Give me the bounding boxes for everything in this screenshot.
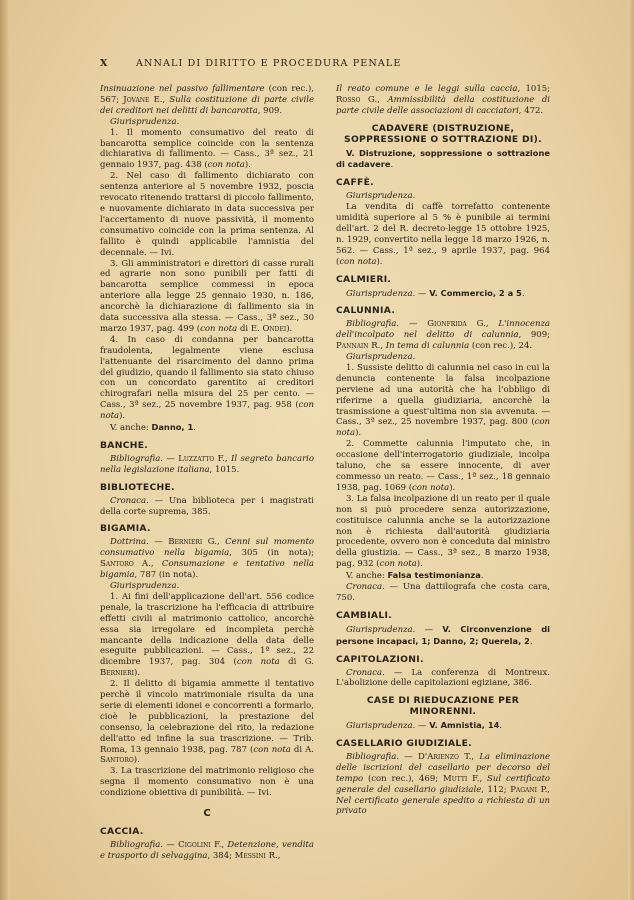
index-entry: La vendita di caffè torrefatto contenente umidità superiore al 5 % è punibile ai termini dell'art. 2 del R. decreto-legge 15 ottobre 1925, n. 1929, convertito nella legge 18 marzo 1926, n. 562. — Cass., 1ª sez., 9 aprile 1937, pag. 964 (con nota). <box>336 202 550 267</box>
section-heading: BANCHE. <box>100 440 149 451</box>
index-entry: Insinuazione nel passivo fallimentare (con rec.), 567; Jovane E., Sulla costituzione di parte civile dei creditori nei delitti di bancarotta, 909. <box>100 84 314 116</box>
index-entry: 1. Ai fini dell'applicazione dell'art. 556 codice penale, la trascrizione ha l'efficacia di attribuire effetti civili al matrimonio cattolico, ancorchè essa sia irregolare ed incompleta perchè mancante della indicazione della data delle eseguite pubblicazioni. — Cass., 1ª sez., 22 dicembre 1937, pag. 304 (con nota di G. Bernieri). <box>100 591 314 679</box>
section-heading: CALMIERI. <box>336 273 392 285</box>
index-entry: Giurisprudenza. — V. Commercio, 2 a 5. <box>346 287 525 299</box>
index-entry: 4. In caso di condanna per bancarotta fraudolenta, legalmente viene esclusa l'attenuante del risarcimento del danno prima del giudizio, quando il fallimento sia stato chiuso con un concordato garentito ai creditori chirografari nella misura del 25 per cento. — Cass., 3ª sez., 25 novembre 1937, pag. 958 (con nota). <box>100 334 314 422</box>
index-entry: 1. Il momento consumativo del reato di bancarotta semplice coincide con la sentenza dichiarativa di fallimento. — Cass., 3ª sez., 21 gennaio 1937, pag. 438 (con nota). <box>100 127 314 171</box>
page-header <box>100 58 550 72</box>
section-heading: CACCIA. <box>100 826 144 837</box>
index-entry: V. anche: Danno, 1. <box>110 422 196 434</box>
index-entry: Dottrina. — Bernieri G., Cenni sul momento consumativo nella bigamia, 305 (in nota); Santoro A., Consumazione e tentativo nella bigamia, 787 (in nota). <box>100 537 315 581</box>
index-entry: V. anche: Falsa testimonianza. <box>346 570 484 582</box>
running-title: ANNALI DI DIRITTO E PROCEDURA PENALE <box>136 58 402 69</box>
index-entry: 2. Il delitto di bigamia ammette il tentativo perchè il vincolo matrimoniale risulta da una serie di elementi idonei e concorrenti a formarlo, cioè le pubblicazioni, la prestazione del consenso, la celebrazione del rito, la redazione dell'atto ed infine la sua trascrizione. — Trib. Roma, 13 gennaio 1938, pag. 787 (con nota di A. Santoro). <box>100 679 314 766</box>
index-entry: Giurisprudenza. <box>346 191 416 202</box>
section-heading: CAPITOLAZIONI. <box>336 653 424 665</box>
left-column <box>100 84 314 862</box>
index-entry: Giurisprudenza. <box>110 580 180 591</box>
index-entry: Giurisprudenza. — V. Amnistia, 14. <box>346 720 503 732</box>
index-entry: 2. Nel caso di fallimento dichiarato con sentenza anteriore al 5 novembre 1932, poscia revocato ritenendo trattarsi di piccolo fallimento, e nuovamente dichiarato in data successiva per l'accertamento di nuove passività, il momento consumativo coincide con la prima sentenza. Al fallito è quindi applicabile l'amnistia del decennale. — Ivi. <box>100 171 314 258</box>
index-entry: 3. Gli amministratori e direttori di casse rurali ed agrarie non sono punibili per fatti di bancarotta semplice commessi in epoca anteriore alla legge 25 gennaio 1930, n. 186, ancorchè la dichiarazione di fallimento sia in data successiva alla stessa. — Cass., 3ª sez., 30 marzo 1937, pag. 499 (con nota di E. Ondei). <box>100 258 314 334</box>
index-entry: Cronaca. — Una dattilografa che costa cara, 750. <box>336 582 550 603</box>
index-entry: Bibliografia. — Gionfrida G., L'innocenza dell'incolpato nel delitto di calunnia, 909; Pannain R., In tema di calunnia (con rec.), 24. <box>336 319 550 352</box>
index-entry: V. Distruzione, soppressione o sottrazione di cadavere. <box>336 147 550 171</box>
index-entry: Bibliografia. — D'Arienzo T., La eliminazione delle iscrizioni del casellario per decorso del tempo (con rec.), 469; Mutti F., Sul certificato generale del casellario giudiziale, 112; Pagani P., Nel certificato generale spedito a richiesta di un privato <box>336 751 550 817</box>
page-number: X <box>100 58 109 69</box>
index-entry: 3. La trascrizione del matrimonio religioso che segna il momento consumativo non è una condizione obiettiva di punibilità. — Ivi. <box>100 766 314 799</box>
page-edge <box>628 0 634 900</box>
binding-shadow <box>0 0 10 900</box>
section-heading: CAMBIALI. <box>336 609 392 621</box>
section-heading: CASELLARIO GIUDIZIALE. <box>336 738 472 750</box>
index-entry: Giurisprudenza. <box>110 116 180 127</box>
index-entry: 1. Sussiste delitto di calunnia nel caso in cui la denuncia contenente la falsa incolpazione perviene ad una autorità che ha l'obbligo di riferirne a quella giudiziaria, ancorchè la trasmissione a quest'ultima non sia avvenuta. — Cass., 3ª sez., 25 novembre 1937, pag. 800 (con nota). <box>336 362 550 439</box>
right-column <box>336 84 550 817</box>
index-entry: 2. Commette calunnia l'imputato che, in occasione dell'interrogatorio giudiziale, incolpa taluno, che sa essere innocente, di aver commesso un reato. — Cass., 1ª sez., 18 gennaio 1938, pag. 1069 (con nota). <box>336 439 550 493</box>
index-entry: Bibliografia. — Luzzatto F., Il segreto bancario nella legislazione italiana, 1015. <box>100 453 314 475</box>
index-entry: Bibliografia. — Cigolini F., Detenzione, vendita e trasporto di selvaggina, 384; Messini R., <box>100 839 314 861</box>
section-heading: BIGAMIA. <box>100 523 151 535</box>
index-entry: Giurisprudenza. — V. Circonvenzione di persone incapaci, 1; Danno, 2; Querela, 2. <box>336 623 550 647</box>
section-heading: CASE DI RIEDUCAZIONE PER MINORENNI. <box>366 695 520 718</box>
index-entry: Cronaca. — La conferenza di Montreux. L'abolizione delle capitolazioni egiziane, 386. <box>336 667 550 689</box>
alphabet-letter: C <box>203 808 211 820</box>
index-entry: 3. La falsa incolpazione di un reato per il quale non si può procedere senza autorizzazione, costituisce calunnia anche se la autorizzazione non è richiesta dall'autorità giudiziaria procedente, ovvero non è conceduta dal ministro della giustizia. — Cass., 3ª sez., 8 marzo 1938, pag. 932 (con nota). <box>336 493 550 570</box>
index-entry: Il reato comune e le leggi sulla caccia, 1015; Rosso G., Ammissibilità della costituzione di parte civile delle associazioni di cacciatori, 472. <box>336 84 551 116</box>
section-heading: CALUNNIA. <box>336 305 396 317</box>
index-entry: Cronaca. — Una biblioteca per i magistrati della corte suprema, 385. <box>100 495 314 517</box>
section-heading: CADAVERE (DISTRUZIONE, SOPPRESSIONE O SOTTRAZIONE DI). <box>344 122 542 145</box>
section-heading: BIBLIOTECHE. <box>100 481 175 493</box>
section-heading: CAFFÈ. <box>336 177 374 189</box>
index-entry: Giurisprudenza. <box>346 352 416 363</box>
